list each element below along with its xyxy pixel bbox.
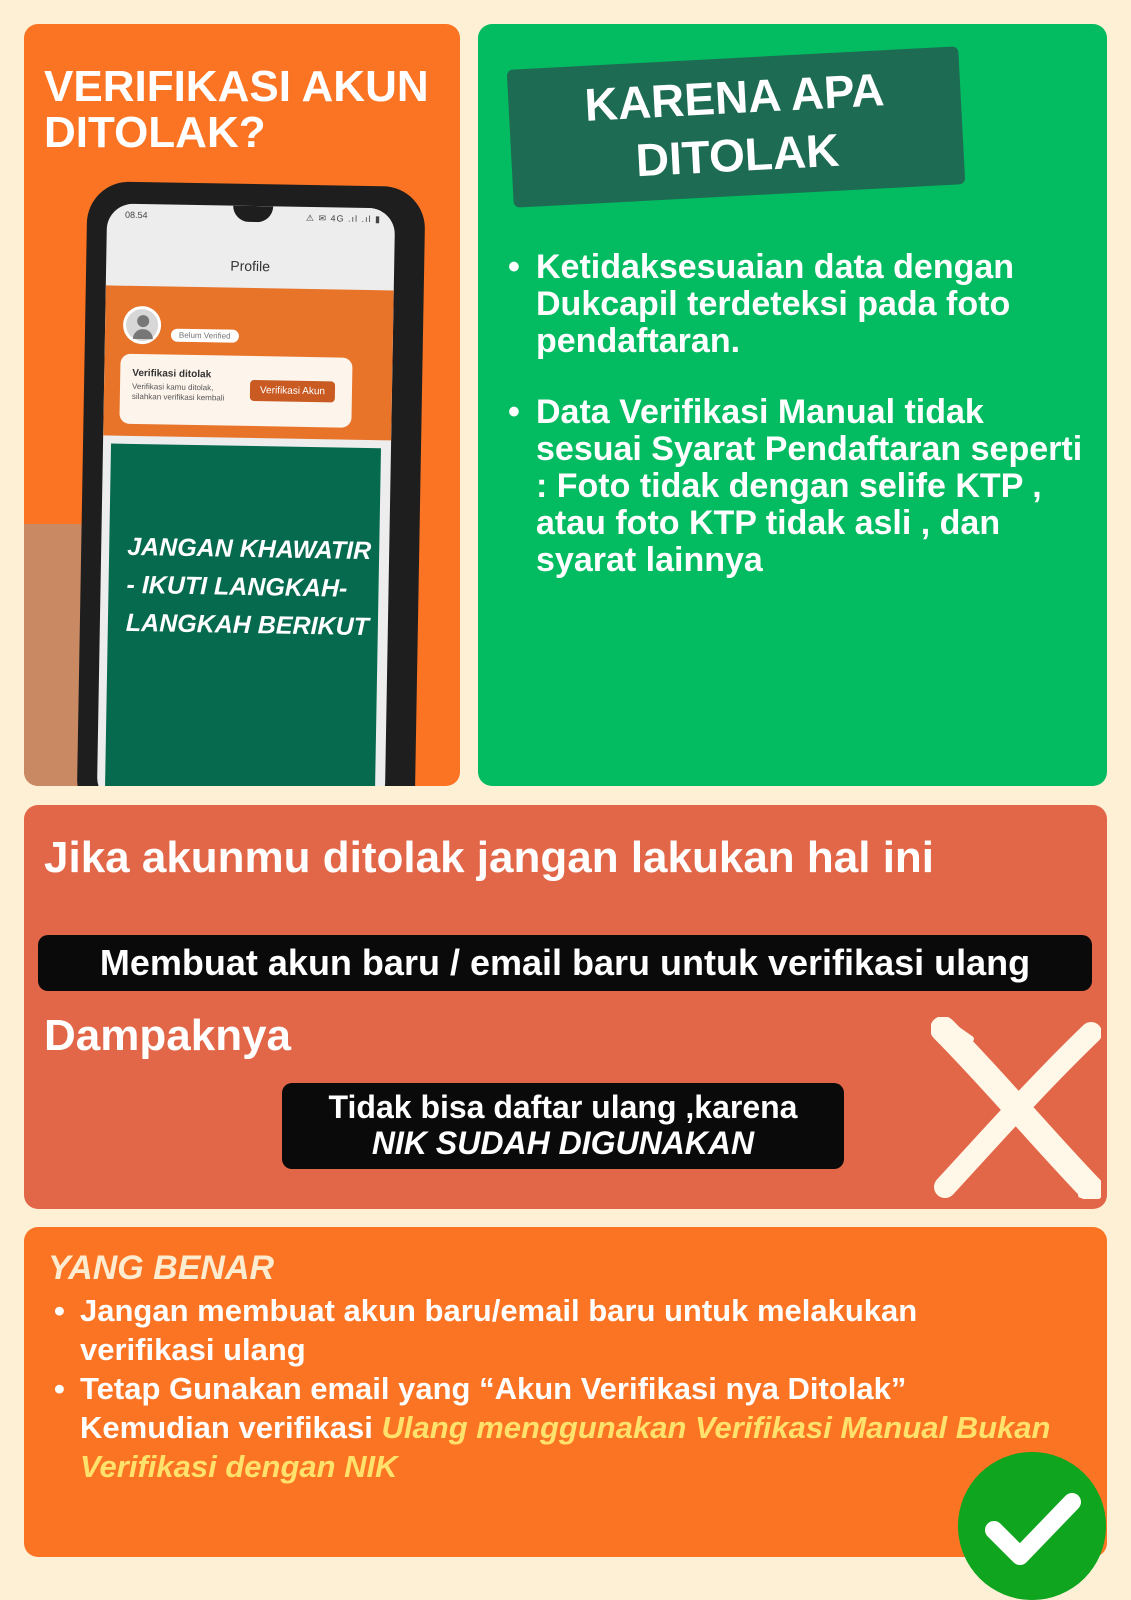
verification-rejected-box: [119, 354, 352, 428]
reasons-list: [508, 249, 1098, 613]
impact-line-2: NIK SUDAH DIGUNAKAN: [371, 1125, 755, 1161]
correct-item: • Jangan membuat akun baru/email baru untuk melakukan verifikasi ulang: [54, 1291, 1054, 1369]
phone-screen: [97, 203, 395, 786]
correct-item-text: Tetap Gunakan email yang “Akun Verifikasi nya Ditolak” Kemudian verifikasi: [80, 1371, 907, 1445]
reason-item: • Data Verifikasi Manual tidak sesuai Syarat Pendaftaran seperti : Foto tidak dengan selife KTP , atau foto KTP tidak asli , dan syarat lainnya: [508, 394, 1098, 579]
phone-notch: [233, 206, 273, 223]
dont-do-card: [24, 805, 1107, 1209]
reasons-banner-text: KARENA APA DITOLAK: [583, 63, 886, 187]
verification-box-desc: Verifikasi kamu ditolak, silahkan verifikasi kembali: [131, 381, 225, 403]
impact-line-1: Tidak bisa daftar ulang ,karena: [328, 1089, 798, 1125]
profile-title: Profile: [230, 257, 271, 275]
reassurance-panel: [105, 444, 381, 786]
reasons-card: [478, 24, 1107, 786]
reassurance-text: JANGAN KHAWATIR - IKUTI LANGKAH-LANGKAH BERIKUT: [125, 532, 372, 642]
reason-item: • Ketidaksesuaian data dengan Dukcapil terdeteksi pada foto pendaftaran.: [508, 249, 1098, 360]
status-badge: Belum Verified: [171, 329, 239, 343]
status-icons: ⚠ ✉ 4G .ıl .ıl ▮: [305, 212, 382, 225]
verify-account-button[interactable]: Verifikasi Akun: [250, 380, 335, 402]
impact-pill: [282, 1083, 844, 1169]
dont-do-title: Jika akunmu ditolak jangan lakukan hal ini: [44, 833, 935, 882]
correct-way-card: [24, 1227, 1107, 1557]
x-icon: [931, 1017, 1101, 1199]
rejected-title: VERIFIKASI AKUN DITOLAK?: [44, 62, 429, 157]
correct-way-list: [54, 1291, 1054, 1486]
phone-mockup: [76, 181, 425, 786]
checkmark-icon: [958, 1452, 1106, 1600]
verification-box-title: Verifikasi ditolak: [132, 367, 212, 381]
reasons-banner: [507, 46, 966, 207]
impact-label: Dampaknya: [44, 1011, 292, 1060]
dont-do-pill: Membuat akun baru / email baru untuk verifikasi ulang: [38, 935, 1092, 991]
status-time: 08.54: [124, 209, 148, 221]
correct-way-title: YANG BENAR: [48, 1249, 275, 1287]
correct-item: [54, 1369, 1054, 1486]
rejected-account-card: [24, 24, 460, 786]
correct-item-highlight: Ulang menggunakan Verifikasi Manual Bukan Verifikasi dengan NIK: [80, 1410, 1051, 1484]
